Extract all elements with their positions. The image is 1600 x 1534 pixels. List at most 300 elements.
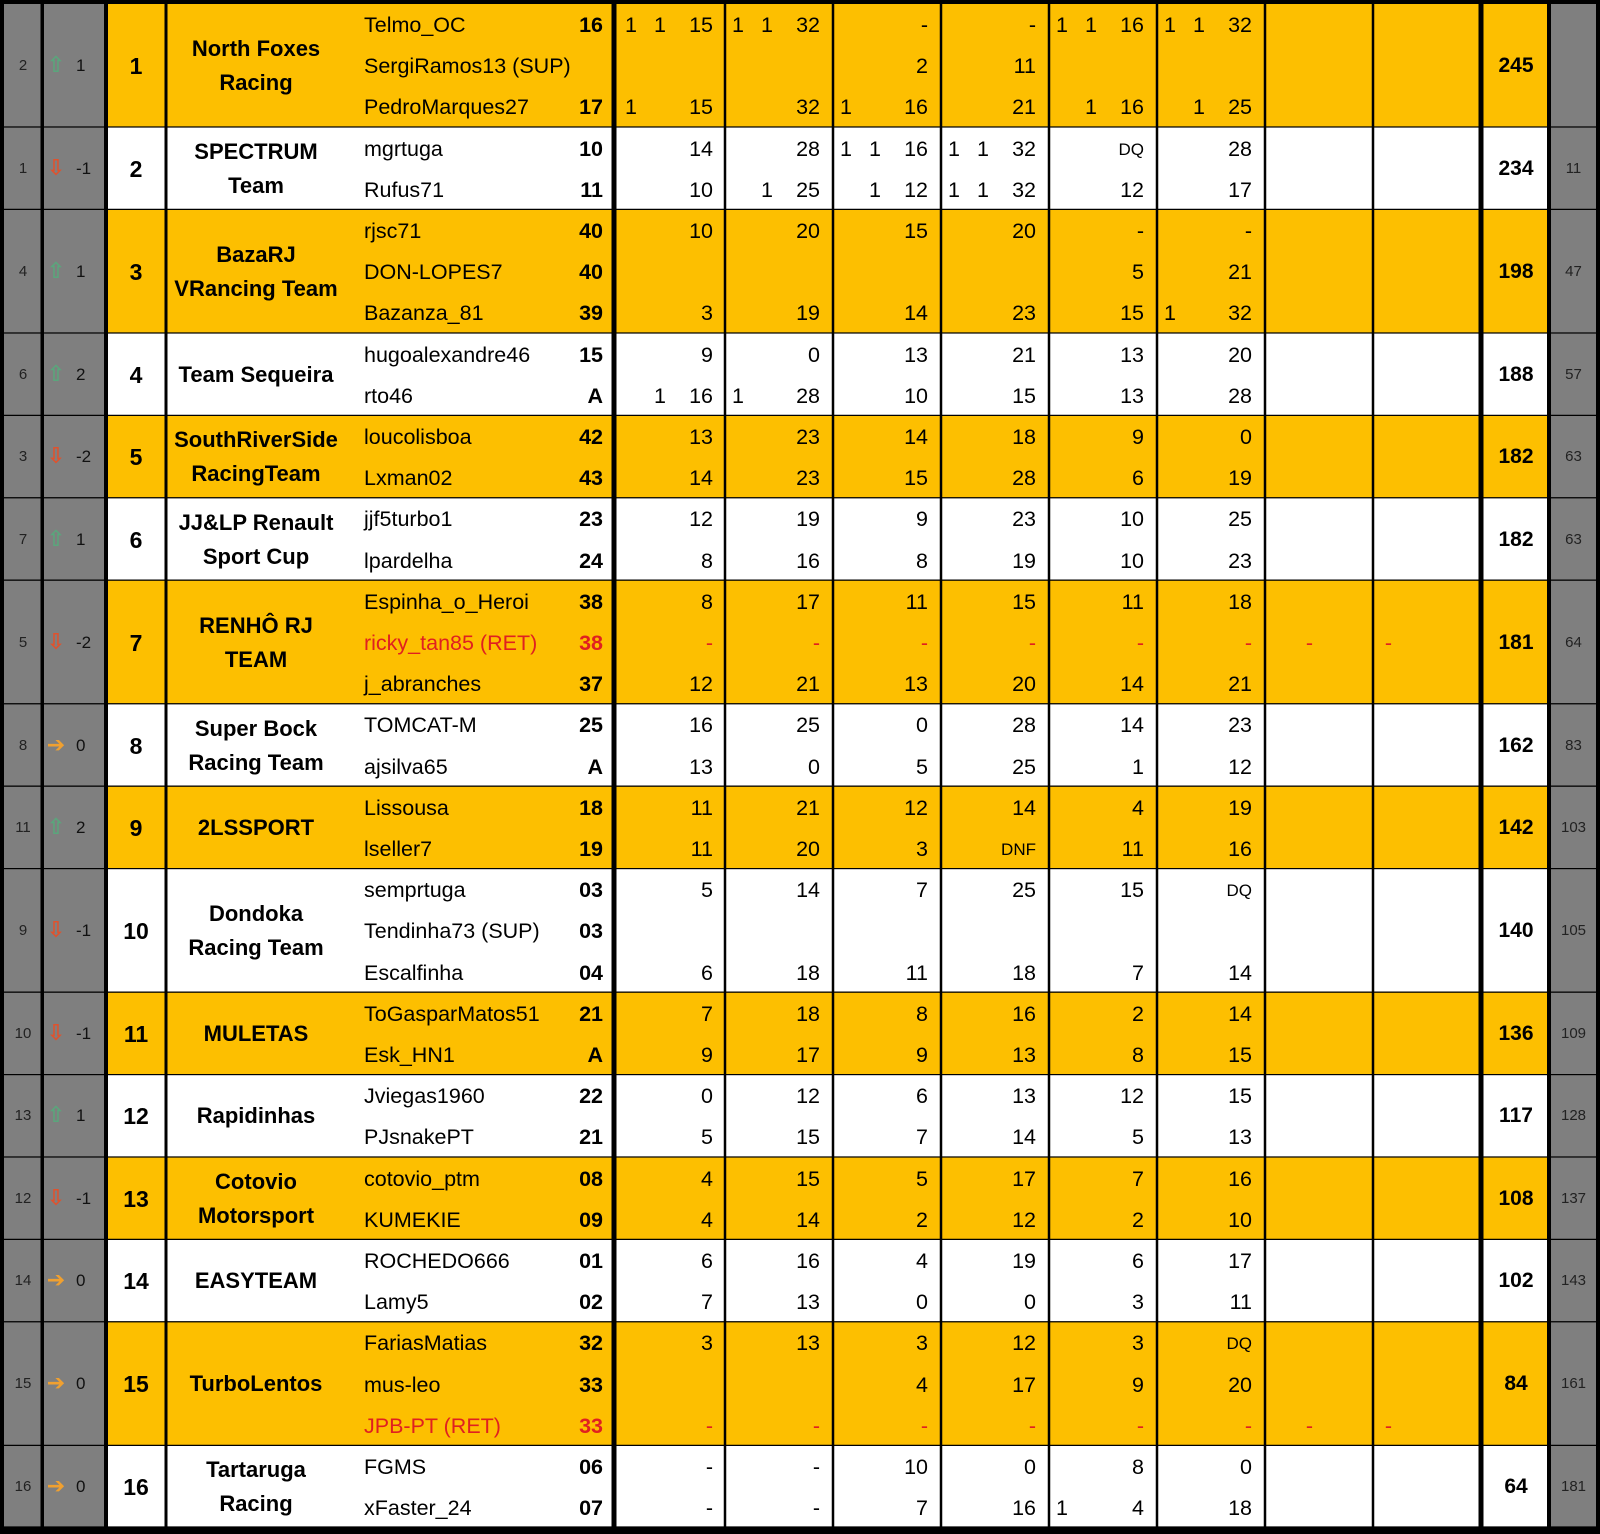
race-result: 12 bbox=[689, 507, 713, 532]
driver-number: 25 bbox=[579, 713, 603, 738]
race-result: 17 bbox=[1012, 1166, 1036, 1191]
race-result: - bbox=[1244, 631, 1252, 655]
previous-rank: 2 bbox=[18, 56, 28, 74]
race-result: 10 bbox=[689, 177, 713, 202]
points-gap: 83 bbox=[1565, 736, 1582, 754]
arrow-up-icon: ⇧ bbox=[46, 814, 66, 839]
race-result: 3 bbox=[916, 837, 928, 861]
race-result: 28 bbox=[1012, 466, 1036, 491]
race-result: 1 bbox=[1056, 1496, 1068, 1521]
race-result: 15 bbox=[796, 1166, 820, 1191]
race-result: DNF bbox=[1001, 840, 1036, 859]
race-result: 25 bbox=[1228, 507, 1252, 532]
previous-rank: 3 bbox=[18, 448, 28, 466]
race-result: - bbox=[1244, 219, 1252, 243]
race-result: 12 bbox=[796, 1084, 820, 1109]
arrow-up-icon: ⇧ bbox=[46, 525, 66, 551]
team-name-line: VRancing Team bbox=[174, 275, 338, 301]
race-result: 15 bbox=[904, 219, 928, 243]
race-result: 15 bbox=[1012, 383, 1036, 408]
position-change: -1 bbox=[76, 1024, 92, 1043]
driver-number: A bbox=[587, 383, 603, 408]
arrow-down-icon: ⇩ bbox=[46, 1020, 66, 1045]
total-points: 102 bbox=[1498, 1269, 1534, 1293]
driver-name: Lamy5 bbox=[364, 1290, 429, 1315]
race-result: 8 bbox=[701, 589, 713, 614]
race-result: - bbox=[1136, 631, 1144, 655]
team-name bbox=[168, 1322, 344, 1446]
race-result: 21 bbox=[796, 795, 820, 820]
previous-rank: 5 bbox=[18, 633, 28, 651]
race-result: 1 bbox=[1193, 95, 1205, 120]
race-result: 16 bbox=[689, 713, 713, 738]
team-position: 7 bbox=[129, 629, 143, 656]
previous-rank: 13 bbox=[14, 1107, 32, 1125]
race-result: 1 bbox=[1164, 13, 1176, 37]
previous-rank: 12 bbox=[14, 1189, 32, 1207]
arrow-down-icon: ⇩ bbox=[46, 628, 66, 654]
race-result: 8 bbox=[1132, 1043, 1144, 1067]
position-change: -1 bbox=[76, 158, 92, 178]
driver-name: hugoalexandre46 bbox=[364, 342, 531, 367]
driver-number: 43 bbox=[579, 466, 603, 491]
team-position: 12 bbox=[123, 1103, 149, 1130]
race-result: 11 bbox=[690, 795, 713, 820]
race-result: 8 bbox=[1132, 1455, 1144, 1479]
race-result: 15 bbox=[1120, 878, 1144, 903]
team-name bbox=[168, 581, 344, 705]
driver-number bbox=[560, 49, 603, 84]
team-name-line: RacingTeam bbox=[191, 461, 321, 487]
race-result: 15 bbox=[689, 13, 713, 37]
race-result: 0 bbox=[916, 713, 928, 738]
race-result: 6 bbox=[701, 1249, 713, 1273]
arrow-down-icon: ⇩ bbox=[46, 154, 66, 180]
position-change: -1 bbox=[76, 1188, 92, 1208]
race-result: 14 bbox=[1012, 1125, 1036, 1150]
race-result: 13 bbox=[904, 342, 928, 367]
race-result: 13 bbox=[904, 672, 928, 697]
team-position: 4 bbox=[129, 361, 143, 388]
race-result: 23 bbox=[1012, 301, 1036, 326]
race-result: 32 bbox=[1228, 13, 1252, 37]
race-result: 2 bbox=[1132, 1001, 1144, 1026]
race-result: 0 bbox=[701, 1084, 713, 1109]
position-change: -2 bbox=[76, 632, 92, 652]
race-result: 17 bbox=[796, 589, 820, 614]
race-result: - bbox=[1136, 1413, 1144, 1438]
team-position: 15 bbox=[123, 1371, 149, 1398]
previous-rank: 9 bbox=[18, 922, 28, 939]
race-result: 7 bbox=[916, 1496, 928, 1521]
race-result: 0 bbox=[808, 754, 820, 779]
previous-rank: 10 bbox=[14, 1025, 32, 1042]
race-result: - bbox=[1136, 219, 1144, 243]
race-result: 1 bbox=[1164, 301, 1176, 326]
race-result: 12 bbox=[1012, 1207, 1036, 1232]
race-result: 11 bbox=[905, 960, 928, 985]
driver-number: 02 bbox=[579, 1290, 603, 1315]
driver-name: semprtuga bbox=[364, 878, 466, 903]
race-result: - bbox=[812, 631, 820, 655]
race-result: DQ bbox=[1226, 881, 1252, 901]
driver-number: 04 bbox=[579, 960, 603, 985]
race-result: 12 bbox=[904, 177, 928, 202]
race-result: 7 bbox=[1132, 960, 1144, 985]
driver-name: ajsilva65 bbox=[364, 754, 448, 779]
team-name-line: MULETAS bbox=[203, 1020, 309, 1046]
points-gap: 11 bbox=[1565, 159, 1582, 177]
race-result: 3 bbox=[701, 301, 713, 326]
race-result: 10 bbox=[1120, 548, 1144, 573]
race-result: 25 bbox=[1228, 95, 1252, 120]
race-result: - bbox=[920, 13, 928, 37]
driver-name: TOMCAT-M bbox=[364, 713, 477, 738]
race-result: 9 bbox=[701, 342, 713, 367]
race-result: 10 bbox=[1120, 507, 1144, 532]
previous-rank: 7 bbox=[18, 530, 28, 548]
race-result: 9 bbox=[916, 1043, 928, 1067]
race-result: 6 bbox=[916, 1084, 928, 1109]
race-result: 25 bbox=[1012, 878, 1036, 903]
race-result: - bbox=[1244, 1413, 1252, 1438]
team-position: 14 bbox=[123, 1268, 149, 1295]
driver-number: 16 bbox=[579, 13, 603, 37]
driver-number: 40 bbox=[579, 260, 603, 285]
arrow-down-icon: ⇩ bbox=[46, 917, 66, 942]
race-result: 4 bbox=[916, 1249, 928, 1273]
race-result: 14 bbox=[1120, 713, 1144, 738]
position-change: 0 bbox=[76, 1477, 86, 1497]
race-result: 0 bbox=[916, 1290, 928, 1315]
race-result: 28 bbox=[1228, 136, 1252, 161]
team-position: 3 bbox=[129, 258, 143, 285]
race-result: - bbox=[1028, 1413, 1036, 1438]
race-result: 18 bbox=[796, 1001, 820, 1026]
position-change: 1 bbox=[76, 529, 86, 549]
race-result: - bbox=[1384, 1413, 1392, 1438]
position-change: 2 bbox=[76, 364, 86, 384]
race-result: 20 bbox=[796, 837, 820, 861]
race-result: 7 bbox=[701, 1001, 713, 1026]
race-result: - bbox=[1028, 13, 1036, 37]
position-change: -1 bbox=[76, 921, 92, 940]
race-result: - bbox=[1305, 631, 1313, 655]
race-result: 2 bbox=[1132, 1207, 1144, 1232]
team-name-line: Racing bbox=[219, 69, 293, 95]
team-name-line: Racing bbox=[219, 1491, 293, 1517]
driver-name: Jviegas1960 bbox=[364, 1084, 485, 1109]
race-result: DQ bbox=[1118, 139, 1144, 159]
team-name bbox=[168, 1158, 344, 1240]
previous-rank: 16 bbox=[14, 1478, 32, 1496]
race-result: 4 bbox=[1132, 795, 1144, 820]
race-result: 15 bbox=[796, 1125, 820, 1150]
race-result: 21 bbox=[1012, 342, 1036, 367]
position-change: 0 bbox=[76, 1271, 86, 1291]
race-result: 15 bbox=[1012, 589, 1036, 614]
race-result: 32 bbox=[796, 95, 820, 120]
race-result: 28 bbox=[796, 383, 820, 408]
position-change: -2 bbox=[76, 447, 92, 467]
previous-rank: 14 bbox=[14, 1272, 32, 1290]
driver-number: A bbox=[587, 1043, 603, 1067]
total-points: 84 bbox=[1504, 1372, 1528, 1396]
race-result: 23 bbox=[1228, 713, 1252, 738]
team-position: 9 bbox=[129, 815, 143, 841]
points-gap: 128 bbox=[1560, 1107, 1587, 1125]
race-result: 11 bbox=[690, 837, 713, 861]
team-name-line: Racing Team bbox=[188, 934, 324, 960]
driver-name: Esk_HN1 bbox=[364, 1043, 455, 1067]
race-result: - bbox=[812, 1455, 820, 1479]
race-result: 19 bbox=[1012, 1249, 1036, 1273]
driver-number: 10 bbox=[579, 136, 603, 161]
race-result: 13 bbox=[689, 754, 713, 779]
team-name-line: BazaRJ bbox=[216, 241, 296, 267]
driver-number: 09 bbox=[579, 1207, 603, 1232]
race-result: 19 bbox=[1228, 795, 1252, 820]
race-result: 1 bbox=[869, 177, 881, 202]
race-result: 7 bbox=[916, 878, 928, 903]
team-name-line: TEAM bbox=[224, 646, 288, 672]
total-points: 198 bbox=[1498, 259, 1534, 283]
race-result: 4 bbox=[916, 1372, 928, 1397]
driver-number: 37 bbox=[579, 672, 603, 697]
driver-name: Espinha_o_Heroi bbox=[364, 589, 529, 614]
total-points: 117 bbox=[1499, 1104, 1533, 1128]
driver-number: 22 bbox=[579, 1084, 603, 1109]
driver-name: mus-leo bbox=[364, 1372, 441, 1397]
driver-name: Escalfinha bbox=[364, 960, 464, 985]
driver-name: cotovio_ptm bbox=[364, 1166, 480, 1191]
race-result: 5 bbox=[1132, 1125, 1144, 1150]
team-name bbox=[168, 334, 344, 416]
race-result: 21 bbox=[796, 672, 820, 697]
race-result: 7 bbox=[1132, 1166, 1144, 1191]
total-points: 245 bbox=[1498, 53, 1534, 77]
arrow-right-icon: ➔ bbox=[46, 1267, 66, 1293]
race-result: 5 bbox=[916, 754, 928, 779]
race-result: 18 bbox=[796, 960, 820, 985]
driver-number: 06 bbox=[579, 1455, 603, 1479]
driver-name: JPB-PT (RET) bbox=[364, 1413, 501, 1438]
race-result: 9 bbox=[1132, 1372, 1144, 1397]
team-name bbox=[168, 704, 344, 786]
total-points: 188 bbox=[1498, 362, 1534, 386]
driver-number: 19 bbox=[579, 837, 603, 861]
previous-rank: 8 bbox=[18, 736, 28, 754]
driver-name: jjf5turbo1 bbox=[364, 507, 453, 532]
team-position: 16 bbox=[123, 1474, 149, 1501]
race-result: 8 bbox=[916, 548, 928, 573]
race-result: 7 bbox=[916, 1125, 928, 1150]
race-result: 7 bbox=[701, 1290, 713, 1315]
driver-name: loucolisboa bbox=[364, 425, 472, 449]
driver-name: KUMEKIE bbox=[364, 1207, 461, 1232]
race-result: 1 bbox=[1085, 13, 1097, 37]
team-name-line: JJ&LP Renault bbox=[178, 509, 334, 535]
race-result: 16 bbox=[1120, 13, 1144, 37]
race-result: 5 bbox=[1132, 260, 1144, 285]
race-result: - bbox=[1305, 1413, 1313, 1438]
driver-name: Tendinha73 (SUP) bbox=[364, 919, 540, 944]
race-result: 1 bbox=[761, 13, 773, 37]
race-result: 12 bbox=[1012, 1331, 1036, 1356]
race-result: 20 bbox=[1228, 1372, 1252, 1397]
arrow-right-icon: ➔ bbox=[46, 731, 66, 757]
team-position: 13 bbox=[123, 1185, 149, 1212]
race-result: 1 bbox=[948, 177, 960, 202]
driver-number: 40 bbox=[579, 219, 603, 243]
race-result: 0 bbox=[1240, 1455, 1252, 1479]
race-result: 32 bbox=[1012, 136, 1036, 161]
driver-name: Lissousa bbox=[364, 795, 449, 820]
race-result: 28 bbox=[1228, 383, 1252, 408]
points-gap: 57 bbox=[1565, 365, 1582, 383]
position-change: 1 bbox=[76, 1106, 86, 1126]
driver-number: 33 bbox=[579, 1372, 603, 1397]
race-result: 16 bbox=[689, 383, 713, 408]
team-name bbox=[168, 1446, 344, 1528]
race-result: 32 bbox=[1228, 301, 1252, 326]
race-result: 5 bbox=[701, 1125, 713, 1150]
race-result: 14 bbox=[904, 301, 928, 326]
race-result: 8 bbox=[701, 548, 713, 573]
team-name-line: TurboLentos bbox=[189, 1371, 323, 1397]
race-result: 4 bbox=[1132, 1496, 1144, 1521]
race-result: 10 bbox=[904, 1455, 928, 1479]
race-result: 25 bbox=[796, 713, 820, 738]
race-result: 13 bbox=[1012, 1043, 1036, 1067]
total-points: 234 bbox=[1498, 156, 1534, 180]
previous-rank: 6 bbox=[18, 365, 28, 383]
race-result: 6 bbox=[1132, 466, 1144, 491]
race-result: 20 bbox=[1012, 672, 1036, 697]
race-result: 1 bbox=[1056, 13, 1068, 37]
team-name-line: Team bbox=[228, 172, 284, 198]
driver-name: j_abranches bbox=[364, 672, 482, 697]
team-name-line: Dondoka bbox=[208, 900, 304, 926]
driver-name: SergiRamos13 (SUP) bbox=[364, 54, 571, 79]
team-name-line: EASYTEAM bbox=[194, 1268, 318, 1294]
race-result: 14 bbox=[904, 425, 928, 449]
race-result: 1 bbox=[732, 13, 744, 37]
race-result: 23 bbox=[1228, 548, 1252, 573]
race-result: 6 bbox=[701, 960, 713, 985]
race-result: 16 bbox=[1228, 837, 1252, 861]
team-name bbox=[168, 993, 344, 1075]
team-name-line: Tartaruga bbox=[206, 1457, 306, 1483]
race-result: 14 bbox=[1228, 1001, 1252, 1026]
team-name-line: Super Bock bbox=[194, 715, 318, 741]
driver-name: PJsnakePT bbox=[364, 1125, 474, 1150]
position-change: 0 bbox=[76, 735, 86, 755]
driver-number: 42 bbox=[579, 425, 603, 449]
race-result: - bbox=[705, 1496, 713, 1521]
race-result: 15 bbox=[904, 466, 928, 491]
race-result: 17 bbox=[1228, 177, 1252, 202]
race-result: 19 bbox=[796, 507, 820, 532]
previous-rank: 11 bbox=[15, 819, 31, 836]
points-gap: 143 bbox=[1560, 1272, 1587, 1290]
previous-rank: 15 bbox=[14, 1375, 32, 1393]
race-result: - bbox=[705, 1455, 713, 1479]
driver-name: FGMS bbox=[364, 1455, 427, 1479]
race-result: 10 bbox=[904, 383, 928, 408]
previous-rank: 4 bbox=[18, 262, 28, 280]
driver-name: Bazanza_81 bbox=[364, 301, 484, 326]
race-result: 16 bbox=[1120, 95, 1144, 120]
total-points: 182 bbox=[1498, 527, 1534, 551]
race-result: 19 bbox=[796, 301, 820, 326]
team-name bbox=[168, 1075, 344, 1157]
team-name-line: North Foxes bbox=[191, 35, 321, 61]
points-gap: 63 bbox=[1565, 448, 1582, 466]
points-gap: 109 bbox=[1560, 1025, 1587, 1042]
race-result: 15 bbox=[689, 95, 713, 120]
driver-number: 32 bbox=[579, 1331, 603, 1356]
points-gap: 181 bbox=[1560, 1478, 1587, 1496]
race-result: 1 bbox=[654, 383, 666, 408]
driver-name: ricky_tan85 (RET) bbox=[364, 631, 538, 655]
arrow-right-icon: ➔ bbox=[46, 1473, 66, 1499]
race-result: 0 bbox=[808, 342, 820, 367]
race-result: 23 bbox=[796, 425, 820, 449]
race-result: 0 bbox=[1240, 425, 1252, 449]
team-position: 5 bbox=[129, 444, 143, 471]
team-name bbox=[168, 4, 344, 128]
race-result: 1 bbox=[869, 136, 881, 161]
position-change: 2 bbox=[76, 818, 86, 837]
total-points: 64 bbox=[1504, 1475, 1528, 1499]
race-result: 0 bbox=[1024, 1290, 1036, 1315]
driver-number: 38 bbox=[579, 631, 603, 655]
race-result: 1 bbox=[977, 177, 989, 202]
race-result: 25 bbox=[1012, 754, 1036, 779]
points-gap: 47 bbox=[1565, 262, 1582, 280]
team-name-line: Racing Team bbox=[188, 749, 324, 775]
arrow-up-icon: ⇧ bbox=[46, 257, 66, 283]
driver-name: FariasMatias bbox=[364, 1331, 488, 1356]
race-result: 13 bbox=[796, 1331, 820, 1356]
position-change: 1 bbox=[76, 261, 86, 281]
race-result: 9 bbox=[701, 1043, 713, 1067]
race-result: 11 bbox=[1121, 837, 1144, 861]
race-result: 17 bbox=[1228, 1249, 1252, 1273]
race-result: - bbox=[920, 631, 928, 655]
driver-number: 18 bbox=[579, 795, 603, 820]
driver-number: 38 bbox=[579, 589, 603, 614]
driver-name: PedroMarques27 bbox=[364, 95, 529, 120]
race-result: 10 bbox=[689, 219, 713, 243]
gap-cell bbox=[1551, 4, 1596, 128]
race-result: 23 bbox=[796, 466, 820, 491]
driver-number: 33 bbox=[579, 1413, 603, 1438]
race-result: 28 bbox=[796, 136, 820, 161]
team-name-line: 2LSSPORT bbox=[197, 814, 315, 840]
race-result: - bbox=[1028, 631, 1036, 655]
points-gap: 161 bbox=[1560, 1375, 1587, 1393]
total-points: 181 bbox=[1498, 630, 1534, 654]
race-result: 21 bbox=[1228, 672, 1252, 697]
team-name bbox=[168, 1240, 344, 1322]
race-result: 1 bbox=[840, 95, 852, 120]
driver-name: ROCHEDO666 bbox=[364, 1249, 510, 1273]
team-name-line: Rapidinhas bbox=[196, 1103, 316, 1129]
race-result: - bbox=[812, 1496, 820, 1521]
race-result: 21 bbox=[1228, 260, 1252, 285]
